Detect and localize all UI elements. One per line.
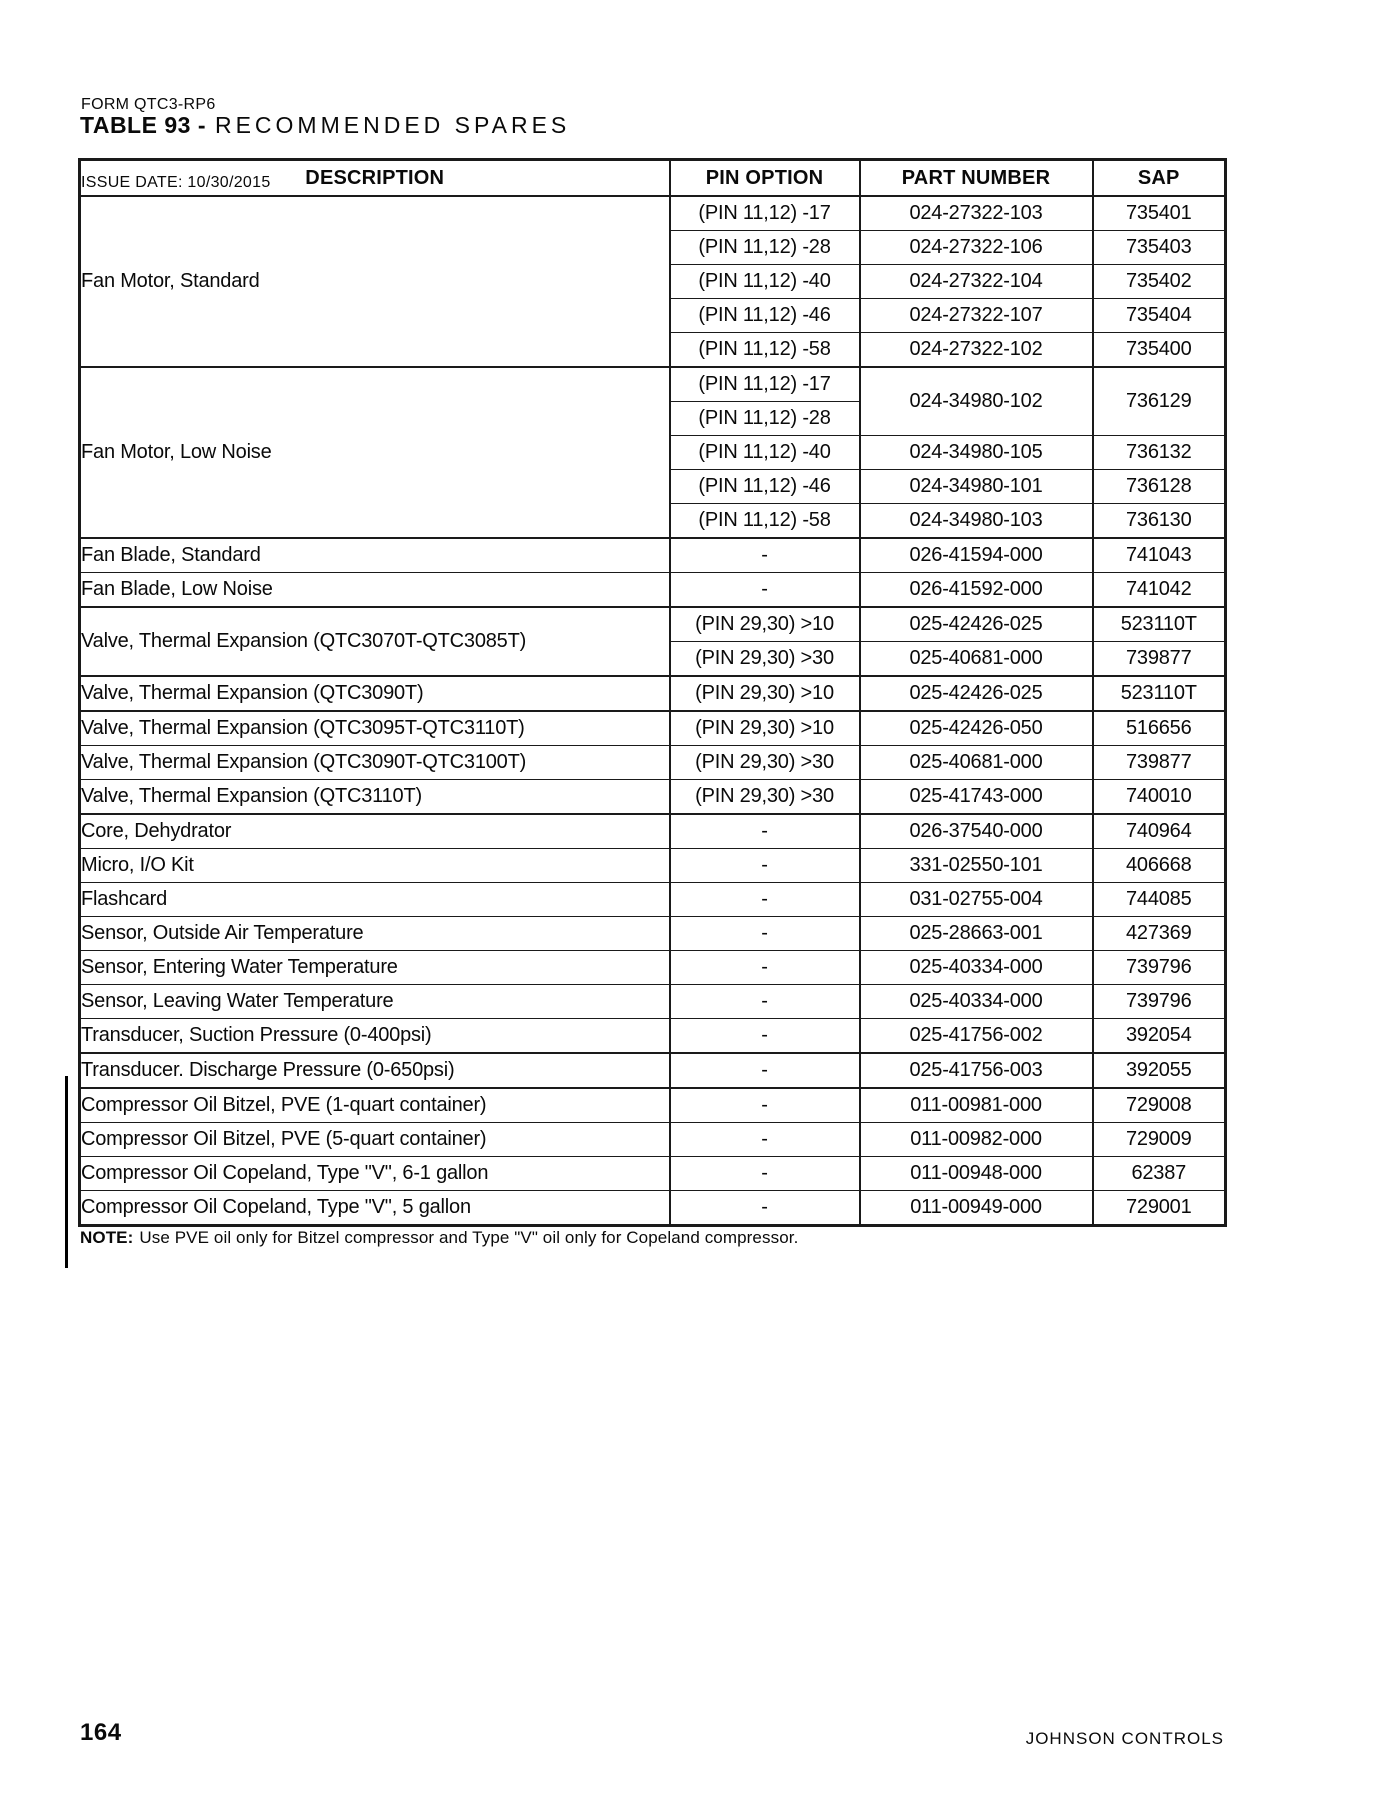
table-cell: - [670,951,860,985]
table-cell: 025-40681-000 [860,746,1093,780]
description-cell: Compressor Oil Bitzel, PVE (5-quart container) [80,1123,670,1157]
table-row [80,849,1226,883]
table-cell: 744085 [1093,883,1226,917]
table-cell: (PIN 11,12) -28 [670,231,860,265]
table-cell: 026-41594-000 [860,538,1093,573]
table-cell: 025-42426-050 [860,711,1093,746]
table-cell: 024-27322-107 [860,299,1093,333]
table-cell: 406668 [1093,849,1226,883]
table-cell: - [670,1088,860,1123]
description-cell: Transducer. Discharge Pressure (0-650psi) [80,1053,670,1088]
table-cell: 735403 [1093,231,1226,265]
table-cell: 026-41592-000 [860,573,1093,608]
table-row [80,746,1226,780]
table-cell: 736128 [1093,470,1226,504]
table-cell: (PIN 11,12) -40 [670,265,860,299]
table-row [80,951,1226,985]
description-cell: Compressor Oil Copeland, Type "V", 5 gallon [80,1191,670,1226]
description-cell: Fan Blade, Standard [80,538,670,573]
table-row [80,1053,1226,1088]
table-cell: 024-34980-102 [860,367,1093,436]
table-row [80,538,1226,573]
table-cell: - [670,883,860,917]
table-cell: 736130 [1093,504,1226,539]
table-row [80,1088,1226,1123]
table-row [80,1191,1226,1226]
recommended-spares-table [78,158,1227,1227]
description-cell: Fan Motor, Low Noise [80,367,670,538]
description-cell: Transducer, Suction Pressure (0-400psi) [80,1019,670,1054]
table-note [80,1228,798,1248]
table-cell: 392054 [1093,1019,1226,1054]
table-cell: (PIN 11,12) -58 [670,333,860,368]
table-cell: (PIN 29,30) >30 [670,642,860,677]
description-cell: Valve, Thermal Expansion (QTC3090T-QTC3100T) [80,746,670,780]
table-cell: 523110T [1093,607,1226,642]
table-cell: 026-37540-000 [860,814,1093,849]
table-row [80,676,1226,711]
note-label: NOTE: [80,1228,134,1247]
table-cell: 024-34980-103 [860,504,1093,539]
table-cell: 025-42426-025 [860,607,1093,642]
table-row [80,196,1226,231]
column-header: DESCRIPTION [80,160,670,197]
table-cell: 025-42426-025 [860,676,1093,711]
table-cell: 024-34980-105 [860,436,1093,470]
table-row [80,573,1226,608]
table-cell: (PIN 11,12) -58 [670,504,860,539]
table-header-row [80,160,1226,197]
description-cell: Sensor, Outside Air Temperature [80,917,670,951]
description-cell: Compressor Oil Copeland, Type "V", 6-1 gallon [80,1157,670,1191]
table-row [80,607,1226,642]
description-cell: Valve, Thermal Expansion (QTC3090T) [80,676,670,711]
table-cell: 024-27322-106 [860,231,1093,265]
table-cell: (PIN 11,12) -17 [670,367,860,402]
table-cell: 735401 [1093,196,1226,231]
table-cell: 523110T [1093,676,1226,711]
table-cell: (PIN 11,12) -40 [670,436,860,470]
footer-brand: JOHNSON CONTROLS [1025,1729,1224,1748]
table-row [80,917,1226,951]
description-cell: Valve, Thermal Expansion (QTC3110T) [80,780,670,815]
table-cell: 741043 [1093,538,1226,573]
table-cell: - [670,985,860,1019]
table-cell: 736129 [1093,367,1226,436]
page-number: 164 [80,1719,122,1746]
table-cell: 031-02755-004 [860,883,1093,917]
column-header: PIN OPTION [670,160,860,197]
table-row [80,1019,1226,1054]
description-cell: Compressor Oil Bitzel, PVE (1-quart container) [80,1088,670,1123]
table-cell: 740964 [1093,814,1226,849]
description-cell: Valve, Thermal Expansion (QTC3095T-QTC3110T) [80,711,670,746]
table-cell: 735400 [1093,333,1226,368]
table-title-text: RECOMMENDED SPARES [214,112,571,138]
table-cell: 024-27322-102 [860,333,1093,368]
table-row [80,1123,1226,1157]
description-cell: Flashcard [80,883,670,917]
table-cell: - [670,814,860,849]
table-cell: 025-41756-003 [860,1053,1093,1088]
table-cell: - [670,849,860,883]
table-cell: (PIN 29,30) >10 [670,711,860,746]
table-cell: (PIN 11,12) -17 [670,196,860,231]
table-cell: - [670,538,860,573]
table-cell: 025-28663-001 [860,917,1093,951]
table-cell: (PIN 29,30) >10 [670,676,860,711]
table-cell: 025-41756-002 [860,1019,1093,1054]
table-cell: 516656 [1093,711,1226,746]
table-cell: - [670,1123,860,1157]
table-cell: 427369 [1093,917,1226,951]
table-cell: 025-41743-000 [860,780,1093,815]
table-cell: 735404 [1093,299,1226,333]
table-cell: 729008 [1093,1088,1226,1123]
table-cell: - [670,1157,860,1191]
description-cell: Fan Blade, Low Noise [80,573,670,608]
table-cell: 011-00982-000 [860,1123,1093,1157]
table-cell: (PIN 29,30) >30 [670,746,860,780]
table-cell: - [670,1019,860,1054]
table-cell: (PIN 29,30) >10 [670,607,860,642]
table-cell: 739796 [1093,951,1226,985]
table-cell: 331-02550-101 [860,849,1093,883]
table-row [80,367,1226,402]
description-cell: Micro, I/O Kit [80,849,670,883]
table-cell: 729009 [1093,1123,1226,1157]
table-cell: 025-40334-000 [860,985,1093,1019]
table-cell: 739796 [1093,985,1226,1019]
table-row [80,814,1226,849]
table-row [80,883,1226,917]
table-cell: 739877 [1093,746,1226,780]
table-cell: 729001 [1093,1191,1226,1226]
table-cell: - [670,917,860,951]
table-cell: 739877 [1093,642,1226,677]
form-number: FORM QTC3-RP6 [81,96,216,113]
table-cell: 392055 [1093,1053,1226,1088]
table-cell: 741042 [1093,573,1226,608]
table-cell: 024-34980-101 [860,470,1093,504]
note-text: Use PVE oil only for Bitzel compressor and Type "V" oil only for Copeland compressor. [139,1228,799,1247]
description-cell: Fan Motor, Standard [80,196,670,367]
table-row [80,711,1226,746]
table-title [80,112,570,139]
table-row [80,985,1226,1019]
column-header: PART NUMBER [860,160,1093,197]
table-cell: 011-00981-000 [860,1088,1093,1123]
table-cell: (PIN 11,12) -46 [670,470,860,504]
description-cell: Core, Dehydrator [80,814,670,849]
table-row [80,1157,1226,1191]
table-title-number: TABLE 93 - [80,112,206,138]
table-cell: 025-40681-000 [860,642,1093,677]
description-cell: Sensor, Leaving Water Temperature [80,985,670,1019]
description-cell: Sensor, Entering Water Temperature [80,951,670,985]
table-cell: (PIN 29,30) >30 [670,780,860,815]
table-cell: (PIN 11,12) -46 [670,299,860,333]
table-cell: 740010 [1093,780,1226,815]
table-cell: 736132 [1093,436,1226,470]
issue-date: ISSUE DATE: 10/30/2015 [81,174,271,191]
table-row [80,780,1226,815]
table-cell: 025-40334-000 [860,951,1093,985]
table-cell: (PIN 11,12) -28 [670,402,860,436]
table-cell: 735402 [1093,265,1226,299]
table-cell: - [670,573,860,608]
table-cell: - [670,1191,860,1226]
table-cell: 024-27322-104 [860,265,1093,299]
table-cell: 011-00949-000 [860,1191,1093,1226]
column-header: SAP [1093,160,1226,197]
revision-change-bar [65,1076,68,1268]
table-cell: - [670,1053,860,1088]
description-cell: Valve, Thermal Expansion (QTC3070T-QTC3085T) [80,607,670,676]
table-cell: 011-00948-000 [860,1157,1093,1191]
table-cell: 024-27322-103 [860,196,1093,231]
table-cell: 62387 [1093,1157,1226,1191]
